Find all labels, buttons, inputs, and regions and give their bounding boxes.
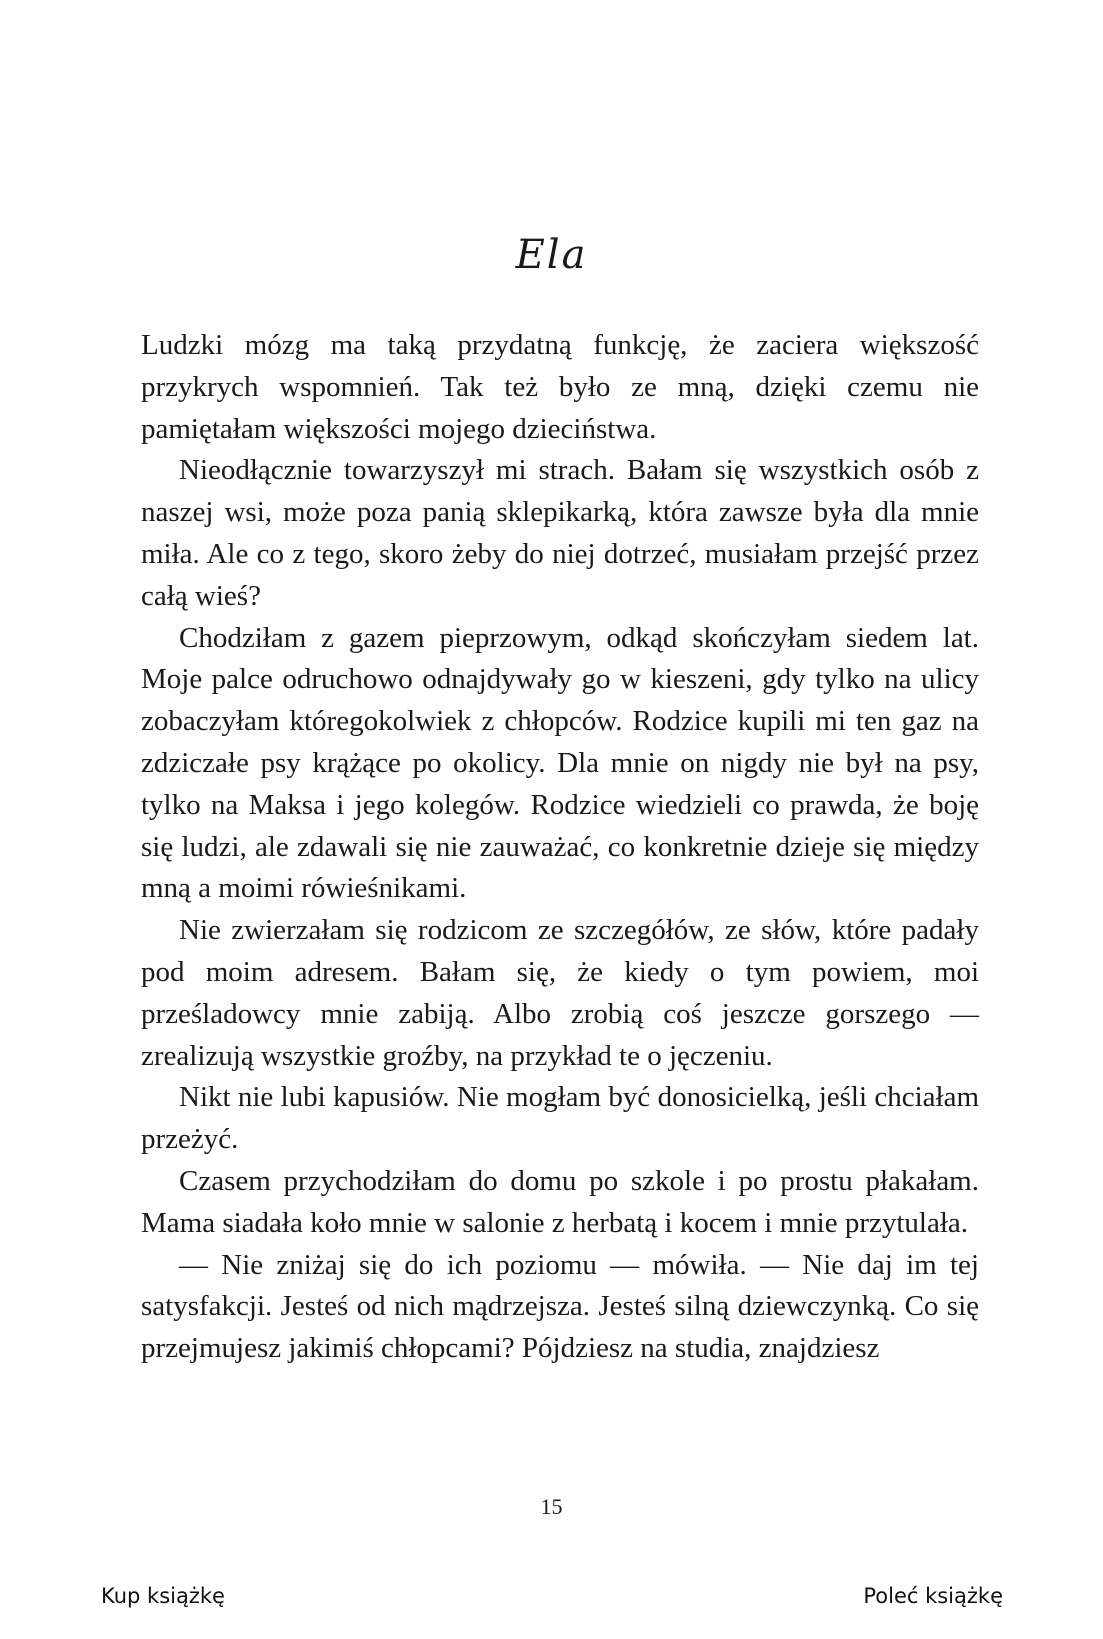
page-number: 15 xyxy=(540,1494,563,1519)
chapter-body xyxy=(141,325,979,1370)
recommend-book-link[interactable]: Poleć książkę xyxy=(863,1584,1003,1608)
paragraph: Ludzki mózg ma taką przydatną funkcję, że zaciera większość przykrych wspomnień. Tak też było ze mną, dzięki czemu nie pamiętałam większości mojego dzieciństwa. xyxy=(141,329,979,445)
paragraph: Chodziłam z gazem pieprzowym, odkąd skończyłam siedem lat. Moje palce odruchowo odnajdywały go w kieszeni, gdy tylko na ulicy zobaczyłam któregokolwiek z chłopców. Rodzice kupili mi ten gaz na zdziczałe psy krążące po okolicy. Dla mnie on nigdy nie był na psy, tylko na Maksa i jego kolegów. Rodzice wiedzieli co prawda, że boję się ludzi, ale zdawali się nie zauważać, co konkretnie dzieje się między mną a moimi rówieśnikami. xyxy=(141,621,979,905)
paragraph: Nie zwierzałam się rodzicom ze szczegółów, ze słów, które padały pod moim adresem. Bałam się, że kiedy o tym powiem, moi prześladowcy mnie zabiją. Albo zrobią coś jeszcze gorszego — zrealizują wszystkie groźby, na przykład te o jęczeniu. xyxy=(141,914,979,1072)
paragraph: Nikt nie lubi kapusiów. Nie mogłam być donosicielką, jeśli chciałam przeżyć. xyxy=(141,1081,979,1156)
buy-book-link[interactable]: Kup książkę xyxy=(101,1584,225,1608)
paragraph: Nieodłącznie towarzyszył mi strach. Bałam się wszystkich osób z naszej wsi, może poza panią sklepikarką, która zawsze była dla mnie miła. Ale co z tego, skoro żeby do niej dotrzeć, musiałam przejść przez całą wieś? xyxy=(141,454,979,612)
chapter-title: Ela xyxy=(515,232,588,278)
paragraph: Czasem przychodziłam do domu po szkole i po prostu płakałam. Mama siadała koło mnie w salonie z herbatą i kocem i mnie przytulała. xyxy=(141,1164,979,1239)
paragraph: — Nie zniżaj się do ich poziomu — mówiła. — Nie daj im tej satysfakcji. Jesteś od nich mądrzejsza. Jesteś silną dziewczynką. Co się przejmujesz jakimiś chłopcami? Pójdziesz na studia, znajdziesz xyxy=(141,1248,979,1365)
